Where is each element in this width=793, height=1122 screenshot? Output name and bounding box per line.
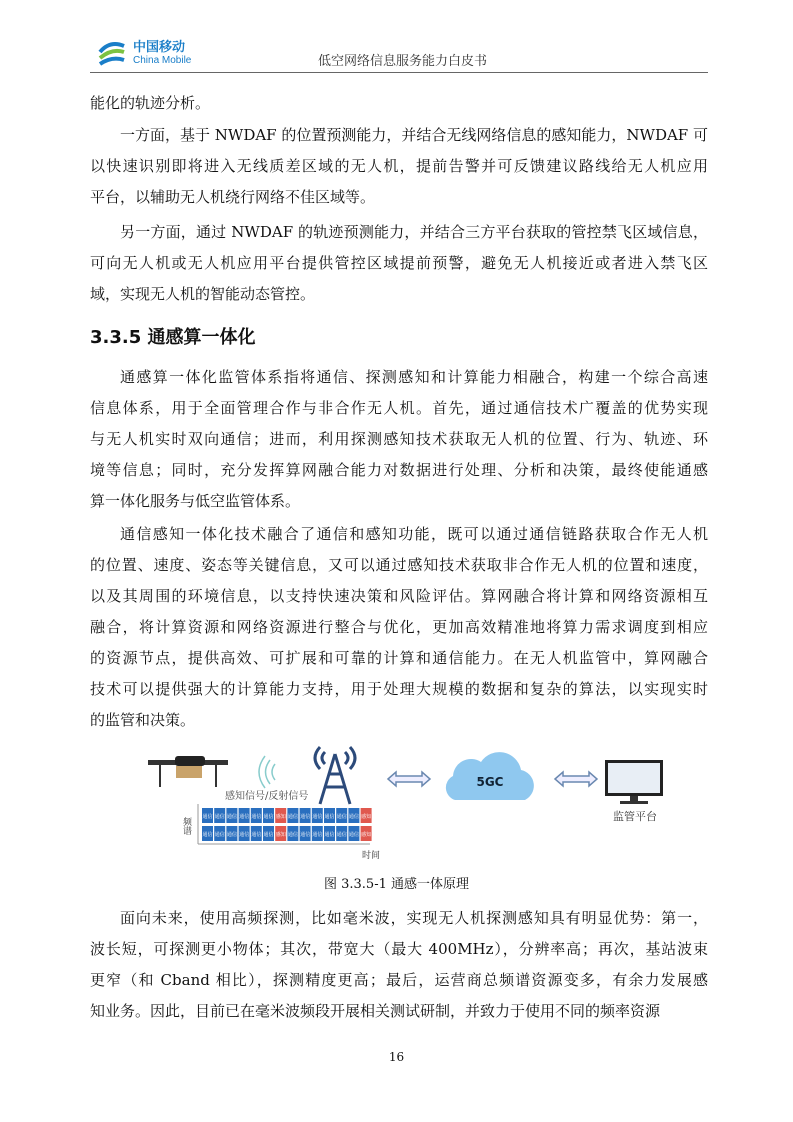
- comm-cell-label: 通信: [226, 832, 237, 838]
- comm-cell-label: 通信: [300, 832, 311, 838]
- comm-cell-label: 通信: [312, 814, 323, 820]
- comm-cell-label: 通信: [348, 814, 359, 820]
- text-line: 波长短，可探测更小物体；其次，带宽大（最大 400MHz），分辨率高；再次，基站波束: [90, 940, 708, 958]
- text-line: 可向无人机或无人机应用平台提供管控区域提前预警，避免无人机接近或者进入禁飞区: [90, 254, 708, 272]
- text-line: 的监管和决策。: [90, 711, 196, 729]
- sense-cell-label: 感知: [361, 814, 372, 820]
- header-title: 低空网络信息服务能力白皮书: [318, 54, 488, 69]
- text-line: 能化的轨迹分析。: [90, 94, 211, 112]
- comm-cell-label: 通信: [239, 832, 250, 838]
- text-line: 域，实现无人机的智能动态管控。: [90, 285, 316, 303]
- sense-cell-label: 感知: [275, 814, 286, 820]
- section-heading: 3.3.5 通感算一体化: [90, 327, 256, 348]
- spectrum-grid: [202, 808, 372, 841]
- sense-cell-label: 感知: [361, 832, 372, 838]
- text-line: 面向未来，使用高频探测，比如毫米波，实现无人机探测感知具有明显优势：第一，: [120, 909, 708, 927]
- text-line: 一方面，基于 NWDAF 的位置预测能力，并结合无线网络信息的感知能力，NWDAF 可: [120, 126, 708, 144]
- comm-cell-label: 通信: [336, 814, 347, 820]
- y-axis-label: 频谱: [181, 817, 191, 835]
- text-line: 融合，将计算资源和网络资源进行整合与优化，更加高效精准地将算力需求调度到相应: [90, 618, 708, 636]
- text-line: 境等信息；同时，充分发挥算网融合能力对数据进行处理、分析和决策，最终使能通感: [90, 461, 708, 479]
- comm-cell-label: 通信: [263, 832, 274, 838]
- signal-waves-icon: [259, 756, 275, 788]
- comm-cell-label: 通信: [324, 832, 335, 838]
- tower-icon: [315, 747, 355, 804]
- logo-cn: 中国移动: [133, 39, 186, 55]
- comm-cell-label: 通信: [287, 832, 298, 838]
- comm-cell-label: 通信: [324, 814, 335, 820]
- figure-diagram: [140, 742, 670, 867]
- cloud-icon: [446, 752, 534, 800]
- text-line: 技术可以提供强大的计算能力支持，用于处理大规模的数据和复杂的算法，以实现实时: [90, 680, 708, 698]
- text-line: 以快速识别即将进入无线质差区域的无人机，提前告警并可反馈建议路线给无人机应用: [90, 157, 708, 175]
- core-label: 5GC: [476, 775, 504, 789]
- header-divider: [90, 72, 708, 73]
- logo-en: China Mobile: [133, 54, 192, 66]
- comm-cell-label: 通信: [202, 814, 213, 820]
- text-line: 的资源节点，提供高效、可扩展和可靠的计算和通信能力。在无人机监管中，算网融合: [90, 649, 708, 667]
- comm-cell-label: 通信: [287, 814, 298, 820]
- comm-cell-label: 通信: [251, 832, 262, 838]
- text-line: 平台，以辅助无人机绕行网络不佳区域等。: [90, 188, 376, 206]
- platform-label: 监管平台: [613, 810, 657, 823]
- text-line: 信息体系，用于全面管理合作与非合作无人机。首先，通过通信技术广覆盖的优势实现: [90, 399, 708, 417]
- x-axis-label: 时间: [362, 851, 381, 861]
- text-line: 的位置、速度、姿态等关键信息，又可以通过感知技术获取非合作无人机的位置和速度，: [90, 556, 708, 574]
- comm-cell-label: 通信: [300, 814, 311, 820]
- comm-cell-label: 通信: [336, 832, 347, 838]
- comm-cell-label: 通信: [348, 832, 359, 838]
- comm-cell-label: 通信: [202, 832, 213, 838]
- monitor-icon: [605, 760, 663, 804]
- text-line: 通信感知一体化技术融合了通信和感知功能，既可以通过通信链路获取合作无人机: [120, 525, 708, 543]
- text-line: 更窄（和 Cband 相比），探测精度更高；最后，运营商总频谱资源变多，有余力发展感: [90, 971, 708, 989]
- figure-caption: 图 3.3.5-1 通感一体原理: [323, 877, 469, 892]
- sense-cell-label: 感知: [275, 832, 286, 838]
- china-mobile-logo: [96, 38, 191, 68]
- signal-label: 感知信号/反射信号: [225, 791, 309, 802]
- drone-icon: [148, 756, 228, 787]
- comm-cell-label: 通信: [263, 814, 274, 820]
- comm-cell-label: 通信: [214, 814, 225, 820]
- text-line: 与无人机实时双向通信；进而，利用探测感知技术获取无人机的位置、行为、轨迹、环: [90, 430, 708, 448]
- text-line: 以及其周围的环境信息，以支持快速决策和风险评估。算网融合将计算和网络资源相互: [90, 587, 708, 605]
- logo-icon: [96, 38, 128, 68]
- text-line: 通感算一体化监管体系指将通信、探测感知和计算能力相融合，构建一个综合高速: [120, 368, 708, 386]
- text-line: 知业务。因此，目前已在毫米波频段开展相关测试研制，并致力于使用不同的频率资源: [90, 1002, 661, 1020]
- page-number: 16: [388, 1050, 405, 1064]
- comm-cell-label: 通信: [226, 814, 237, 820]
- text-line: 另一方面，通过 NWDAF 的轨迹预测能力，并结合三方平台获取的管控禁飞区域信息，: [120, 223, 708, 241]
- text-line: 算一体化服务与低空监管体系。: [90, 492, 301, 510]
- comm-cell-label: 通信: [312, 832, 323, 838]
- comm-cell-label: 通信: [251, 814, 262, 820]
- comm-cell-label: 通信: [239, 814, 250, 820]
- comm-cell-label: 通信: [214, 832, 225, 838]
